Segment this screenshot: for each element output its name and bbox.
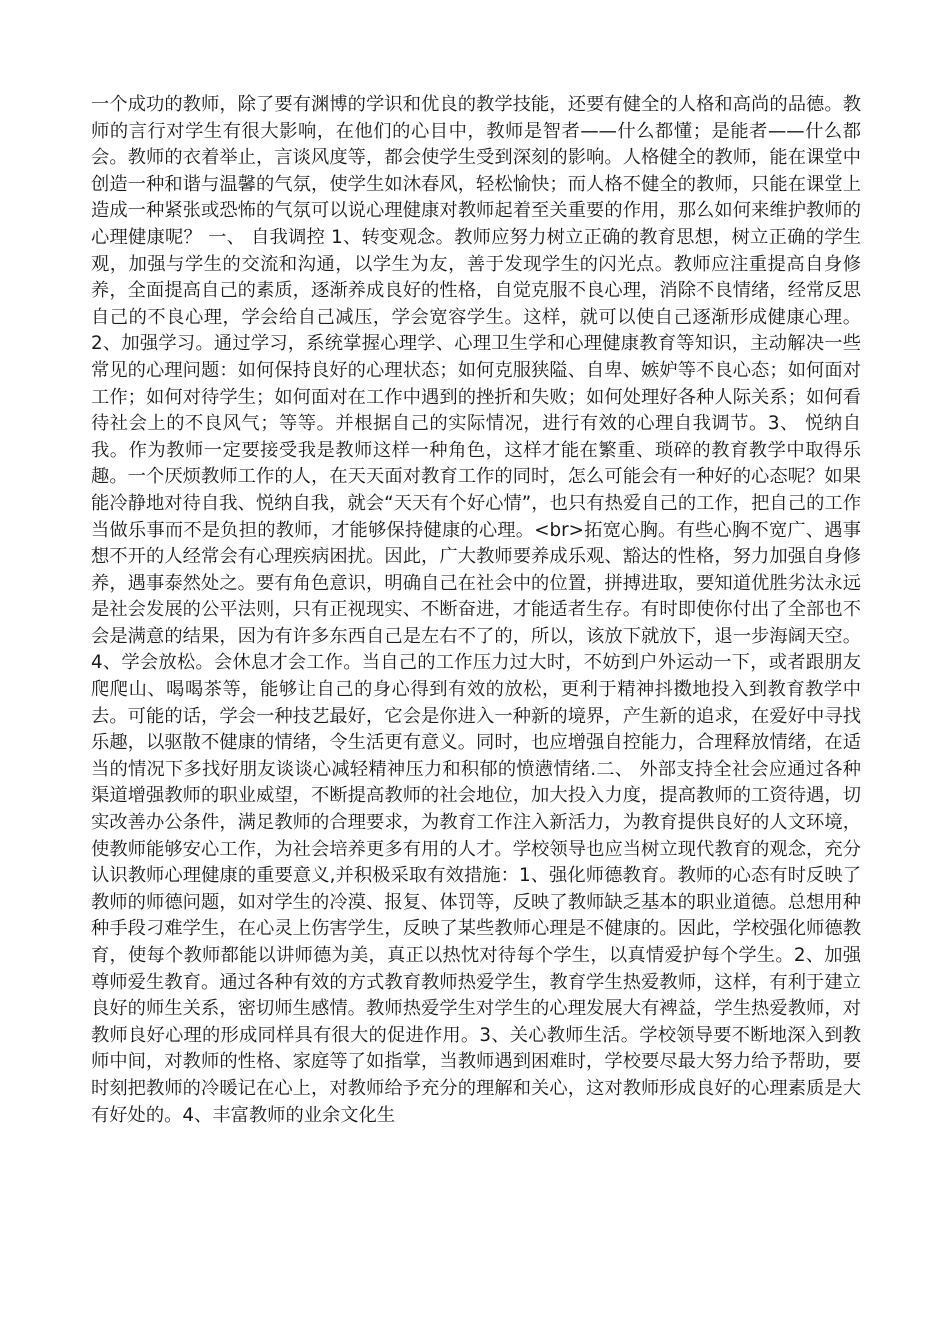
body-paragraph: 一个成功的教师，除了要有渊博的学识和优良的教学技能，还要有健全的人格和高尚的品德。教师的言行对学生有很大影响，在他们的心目中，教师是智者——什么都懂；是能者——什么都会。教师的衣着举止，言谈风度等，都会使学生受到深刻的影响。人格健全的教师，能在课堂中创造一种和谐与温馨的气氛，使学生如沐春风，轻松愉快；而人格不健全的教师，只能在课堂上造成一种紧张或恐怖的气氛可以说心理健康对教师起着至关重要的作用，那么如何来维护教师的心理健康呢？ 一、 自我调控 1、转变观念。教师应努力树立正确的教育思想，树立正确的学生观，加强与学生的交流和沟通，以学生为友，善于发现学生的闪光点。教师应注重提高自身修养，全面提高自己的素质，逐渐养成良好的性格，自觉克服不良心理，消除不良情绪，经常反思自己的不良心理，学会给自己减压，学会宽容学生。这样，就可以使自己逐渐形成健康心理。2、加强学习。通过学习，系统掌握心理学、心理卫生学和心理健康教育等知识，主动解决一些常见的心理问题：如何保持良好的心理状态；如何克服狭隘、自卑、嫉妒等不良心态；如何面对工作；如何对待学生；如何面对在工作中遇到的挫折和失败；如何处理好各种人际关系；如何看待社会上的不良风气；等等。并根据自己的实际情况，进行有效的心理自我调节。3、 悦纳自我。作为教师一定要接受我是教师这样一种角色，这样才能在繁重、琐碎的教育教学中取得乐趣。一个厌烦教师工作的人，在天天面对教育工作的同时，怎么可能会有一种好的心态呢？如果能冷静地对待自我、悦纳自我，就会“天天有个好心情”，也只有热爱自己的工作，把自己的工作当做乐事而不是负担的教师，才能够保持健康的心理。<br>拓宽心胸。有些心胸不宽广、遇事想不开的人经常会有心理疾病困扰。因此，广大教师要养成乐观、豁达的性格，努力加强自身修养，遇事泰然处之。要有角色意识，明确自己在社会中的位置，拼搏进取，要知道优胜劣汰永远是社会发展的公平法则，只有正视现实、不断奋进，才能适者生存。有时即使你付出了全部也不会是满意的结果，因为有许多东西自己是左右不了的，所以，该放下就放下，退一步海阔天空。4、学会放松。会休息才会工作。当自己的工作压力过大时，不妨到户外运动一下，或者跟朋友爬爬山、喝喝茶等，能够让自己的身心得到有效的放松，更利于精神抖擞地投入到教育教学中去。可能的话，学会一种技艺最好，它会是你进入一种新的境界，产生新的追求，在爱好中寻找乐趣，以驱散不健康的情绪，令生活更有意义。同时，也应增强自控能力，合理释放情绪，在适当的情况下多找好朋友谈谈心减轻精神压力和积郁的愤懑情绪.二、 外部支持全社会应通过各种渠道增强教师的职业威望，不断提高教师的社会地位，加大投入力度，提高教师的工资待遇，切实改善办公条件，满足教师的合理要求，为教育工作注入新活力，为教育提供良好的人文环境，使教师能够安心工作，为社会培养更多有用的人才。学校领导也应当树立现代教育的观念，充分认识教师心理健康的重要意义,并积极采取有效措施：1、强化师德教育。教师的心态有时反映了教师的师德问题，如对学生的冷漠、报复、体罚等，反映了教师缺乏基本的职业道德。总想用种种手段刁难学生，在心灵上伤害学生，反映了某些教师心理是不健康的。因此，学校强化师德教育，使每个教师都能以讲师德为美，真正以热忱对待每个学生，以真情爱护每个学生。2、加强尊师爱生教育。通过各种有效的方式教育教师热爱学生，教育学生热爱教师，这样，有利于建立良好的师生关系，密切师生感情。教师热爱学生对学生的心理发展大有裨益，学生热爱教师，对教师良好心理的形成同样具有很大的促进作用。3、关心教师生活。学校领导要不断地深入到教师中间，对教师的性格、家庭等了如指掌，当教师遇到困难时，学校要尽最大努力给予帮助，要时刻把教师的冷暖记在心上，对教师给予充分的理解和关心，这对教师形成良好的心理素质是大有好处的。4、丰富教师的业余文化生 bbox=[91, 94, 861, 1126]
